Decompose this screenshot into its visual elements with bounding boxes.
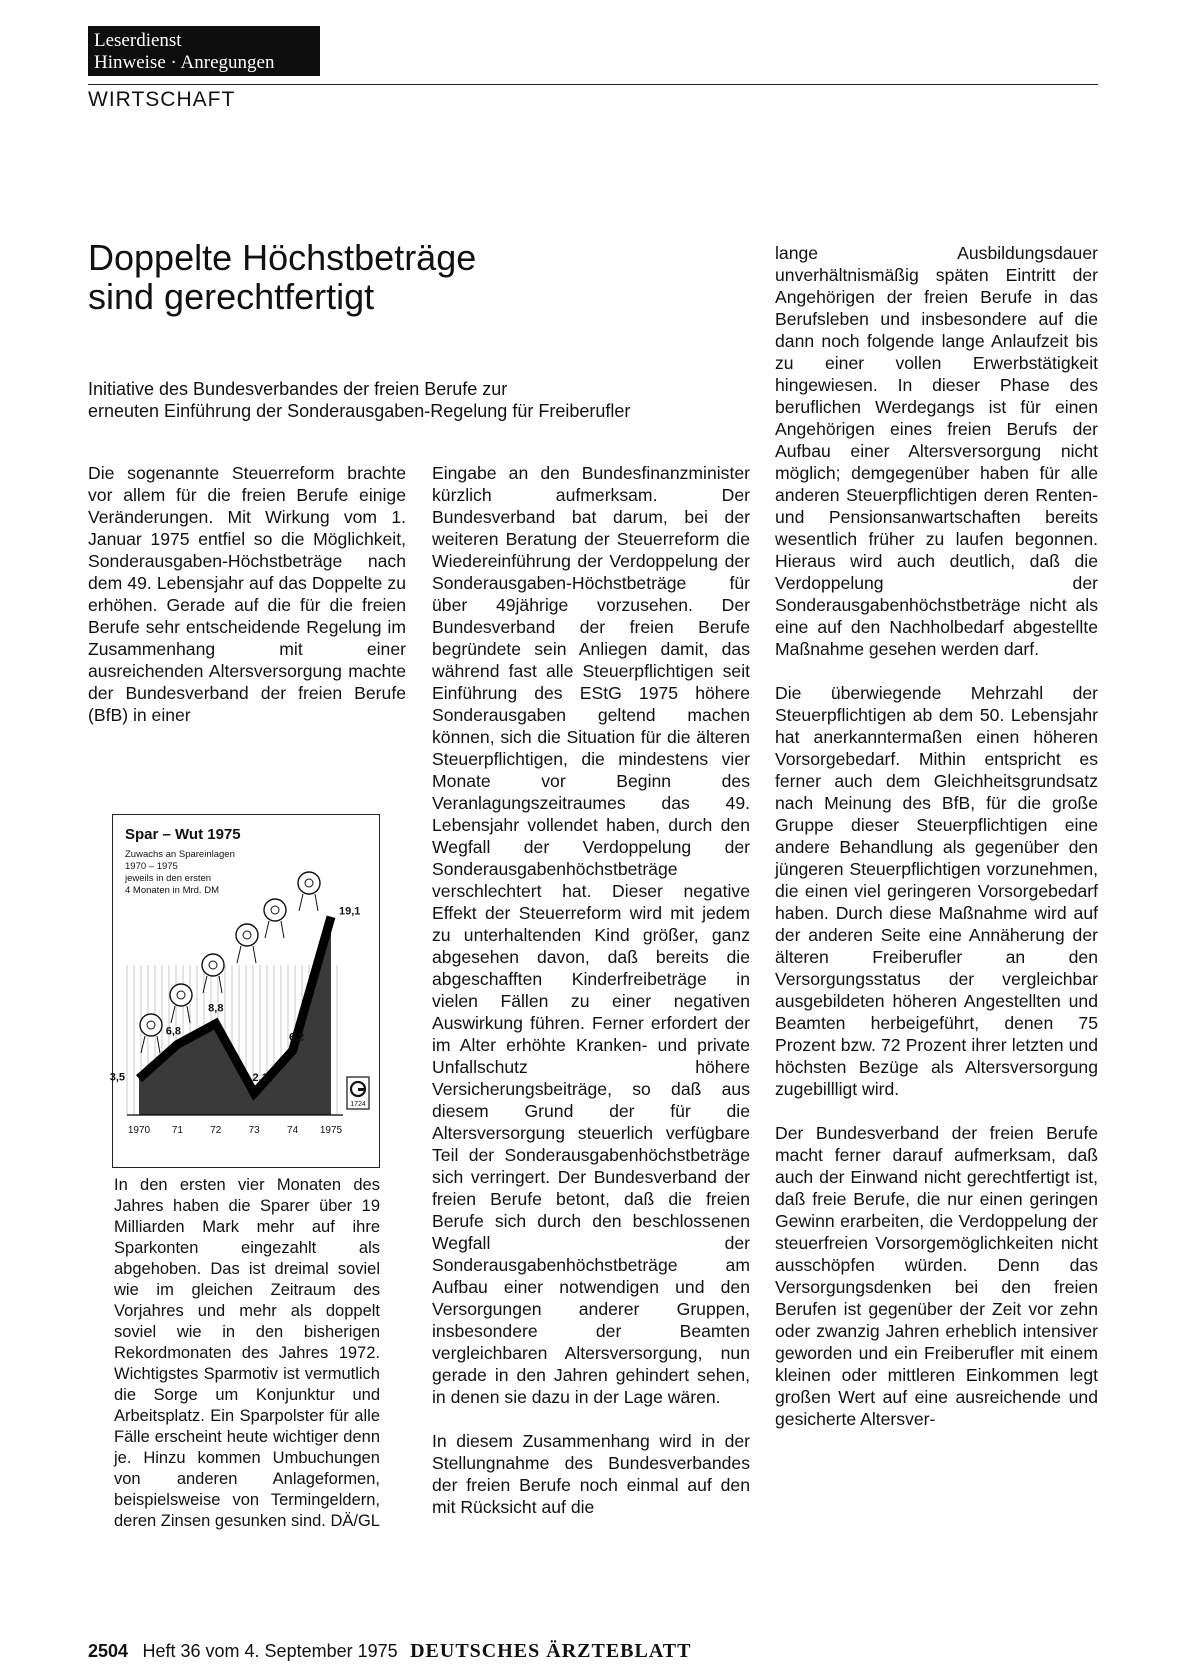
- chart-data-label: 2,1: [252, 1072, 268, 1085]
- coin-icon: [236, 924, 258, 946]
- article-column-3: [775, 242, 1098, 1430]
- coin-leg-icon: [157, 1036, 160, 1053]
- magazine-name: DEUTSCHES ÄRZTEBLATT: [410, 1640, 692, 1662]
- issue-line: Heft 36 vom 4. September 1975: [142, 1641, 398, 1661]
- chart-data-label: 6,8: [165, 1025, 182, 1038]
- article-column-1: [88, 462, 406, 726]
- chart-subtitle-line: 4 Monaten in Mrd. DM: [125, 885, 219, 896]
- publisher-logo: [347, 1077, 369, 1109]
- paragraph: Die überwiegende Mehrzahl der Steuerpflichtigen ab dem 50. Lebensjahr hat anerkanntermaßen einen höheren Vorsorgebedarf. Mithin entspricht es ferner auch dem Gleichheitsgrundsatz nach Meinung des BfB, für die große Gruppe dieser Steuerpflichtigen eine andere Behandlung als gegenüber den jüngeren Steuerpflichtigen vorzunehmen, die einen viel geringeren Vorsorgebedarf haben. Durch diese Maßnahme wird auf der anderen Seite eine Annäherung der älteren Freiberufler an den Versorgungsstatus der vergleichbar ausgebildeten höheren Angestellten und Beamten herbeigeführt, denen 75 Prozent bzw. 72 Prozent ihrer letzten und höchsten Bezüge als Altersversorgung zugebillligt wird.: [775, 683, 1098, 1099]
- chart-x-tick-label: 71: [171, 1125, 183, 1136]
- subtitle-line-1: Initiative des Bundesverbandes der freien Berufe zur: [88, 379, 508, 399]
- coin-icon: [140, 1014, 162, 1036]
- chart-data-label: 19,1: [339, 905, 361, 918]
- coin-leg-icon: [265, 921, 269, 938]
- article-column-2: [432, 462, 750, 1518]
- coin-icon: [264, 899, 286, 921]
- coin-leg-icon: [187, 1006, 190, 1023]
- chart-subtitle-line: Zuwachs an Spareinlagen: [125, 849, 235, 860]
- figure-caption: [114, 1175, 380, 1532]
- chart-title: Spar – Wut 1975: [125, 826, 241, 843]
- kicker-line-2: Hinweise · Anregungen: [94, 52, 275, 73]
- subtitle-line-2: erneuten Einführung der Sonderausgaben-Regelung für Freiberufler: [88, 401, 631, 421]
- title-line-1: Doppelte Höchstbeträge: [88, 237, 477, 278]
- section-kicker-box: [88, 26, 320, 76]
- coin-icon: [202, 954, 224, 976]
- article-title: [88, 238, 708, 316]
- chart-data-label: 3,5: [109, 1071, 125, 1084]
- header-rule: [88, 84, 1098, 85]
- coin-icon: [170, 984, 192, 1006]
- coin-leg-icon: [141, 1036, 145, 1053]
- caption-text: In den ersten vier Monaten des Jahres haben die Sparer über 19 Milliarden Mark mehr auf ihre Sparkonten eingezahlt als abgehoben. Das ist dreimal soviel wie im gleichen Zeitraum des Vorjahres und mehr als doppelt soviel wie in den bisherigen Rekordmonaten des Jahres 1972. Wichtigstes Sparmotiv ist vermutlich die Sorge um Konjunktur und Arbeitsplatz. Ein Sparpolster für alle Fälle erscheint heute wichtiger denn je. Hinzu kommen Umbuchungen von anderen Anlageformen, beispielsweise von Termingeldern, deren Zinsen gesunken sind.: [114, 1176, 380, 1530]
- coin-leg-icon: [171, 1006, 175, 1023]
- kicker-line-1: Leserdienst: [94, 30, 182, 51]
- chart-data-label: 8,8: [208, 1002, 224, 1015]
- page-footer: [88, 1640, 1098, 1664]
- chart-x-tick-label: 72: [210, 1125, 222, 1136]
- coin-leg-icon: [237, 946, 241, 963]
- article-subtitle: [88, 378, 728, 422]
- chart-x-tick-label: 74: [287, 1125, 299, 1136]
- savings-chart: [109, 815, 379, 1167]
- paragraph: Der Bundesverband der freien Berufe macht ferner darauf aufmerksam, daß auch der Einwand nicht gerechtfertigt ist, daß freie Berufe, die nur einen geringen Gewinn erarbeiten, die Verdoppelung der steuerfreien Vorsorgemöglichkeiten nicht ausschöpfen würden. Denn das Versorgungsdenken bei den freien Berufen ist gegenüber der Zeit vor zehn oder zwanzig Jahren erheblich intensiver geworden und ein Freiberufler mit einem kleinen oder mittleren Einkommen legt großen Wert auf eine ausreichende und gesicherte Altersver-: [775, 1123, 1098, 1429]
- chart-x-tick-label: 1975: [319, 1125, 343, 1136]
- caption-signature: DÄ/GL: [330, 1512, 380, 1530]
- chart-x-tick-label: 73: [248, 1125, 260, 1136]
- page-number: 2504: [88, 1641, 129, 1661]
- paragraph: lange Ausbildungsdauer unverhältnismäßig späten Eintritt der Angehörigen der freien Berufe in das Berufsleben und insbesondere auf die dann noch folgende lange Anlaufzeit bis zu einer vollen Erwerbstätigkeit hingewiesen. In dieser Phase des beruflichen Werdegangs ist für einen Angehörigen eines freien Berufs der Aufbau einer Altersversorgung nicht möglich; demgegenüber haben für alle anderen Steuerpflichtigen deren Renten- und Pensionsanwartschaften bereits wesentlich früher zu laufen begonnen. Hieraus wird auch deutlich, daß die Verdoppelung der Sonderausgabenhöchstbeträge nicht als eine auf den Nachholbedarf abgestellte Maßnahme gesehen werden darf.: [775, 243, 1098, 659]
- paragraph: In diesem Zusammenhang wird in der Stellungnahme des Bundesverbandes der freien Berufe noch einmal auf den mit Rücksicht auf die: [432, 1431, 750, 1517]
- coin-leg-icon: [281, 921, 284, 938]
- section-label: WIRTSCHAFT: [88, 88, 236, 111]
- coin-icon: [298, 872, 320, 894]
- chart-marks: [110, 872, 361, 1136]
- paragraph: Die sogenannte Steuerreform brachte vor allem für die freien Berufe einige Veränderungen. Mit Wirkung vom 1. Januar 1975 entfiel so die Möglichkeit, Sonderausgaben-Höchstbeträge nach dem 49. Lebensjahr auf das Doppelte zu erhöhen. Gerade auf die für die freien Berufe sehr entscheidende Regelung im Zusammenhang mit einer ausreichenden Altersversorgung machte der Bundesverband der freien Berufe (BfB) in einer: [88, 463, 406, 725]
- paragraph: Eingabe an den Bundesfinanzminister kürzlich aufmerksam. Der Bundesverband bat darum, bei der weiteren Beratung der Steuerreform die Wiedereinführung der Verdoppelung der Sonderausgaben-Höchstbeträge für über 49jährige vorzusehen. Der Bundesverband der freien Berufe begründete sein Anliegen damit, das während fast alle Steuerpflichtigen seit Einführung des EStG 1975 höhere Sonderausgaben geltend machen können, sich die Situation für die älteren Steuerpflichtigen, die mindestens vier Monate vor Beginn des Veranlagungszeitraumes das 49. Lebensjahr vollendet haben, durch den Wegfall der Verdoppelung der Sonderausgabenhöchstbeträge verschlechtert hat. Dieser negative Effekt der Steuerreform wird mit jedem zu unterhaltenden Kind größer, ganz abgesehen davon, daß bereits die abgeschafften Kinderfreibeträge in vielen Fällen zu einer negativen Auswirkung führen. Ferner erfordert der im Alter erhöhte Kranken- und private Unfallschutz höhere Versicherungsbeiträge, so daß aus diesem Grund der für die Altersversorgung steuerlich verfügbare Teil der Sonderausgabenhöchstbeträge sich verringert. Der Bundesverband der freien Berufe betont, daß die freien Berufe sich durch den beschlossenen Wegfall der Sonderausgabenhöchstbeträge am Aufbau einer notwendigen und den Versorgungen anderer Gruppen, insbesondere der Beamten vergleichbaren Altersversorgung, nun gerade in den Jahren gehindert sehen, in denen sie dazu in der Lage wären.: [432, 463, 750, 1407]
- coin-leg-icon: [253, 946, 256, 963]
- logo-code: 1724: [350, 1101, 366, 1108]
- chart-subtitle-line: jeweils in den ersten: [125, 873, 212, 884]
- chart-x-tick-label: 1970: [127, 1125, 151, 1136]
- chart-figure: [109, 814, 380, 1168]
- title-line-2: sind gerechtfertigt: [88, 276, 375, 317]
- coin-leg-icon: [315, 894, 318, 911]
- chart-data-label: 6,2: [288, 1031, 305, 1044]
- coin-leg-icon: [299, 894, 303, 911]
- coin-leg-icon: [219, 976, 222, 993]
- chart-subtitle-line: 1970 – 1975: [125, 861, 178, 872]
